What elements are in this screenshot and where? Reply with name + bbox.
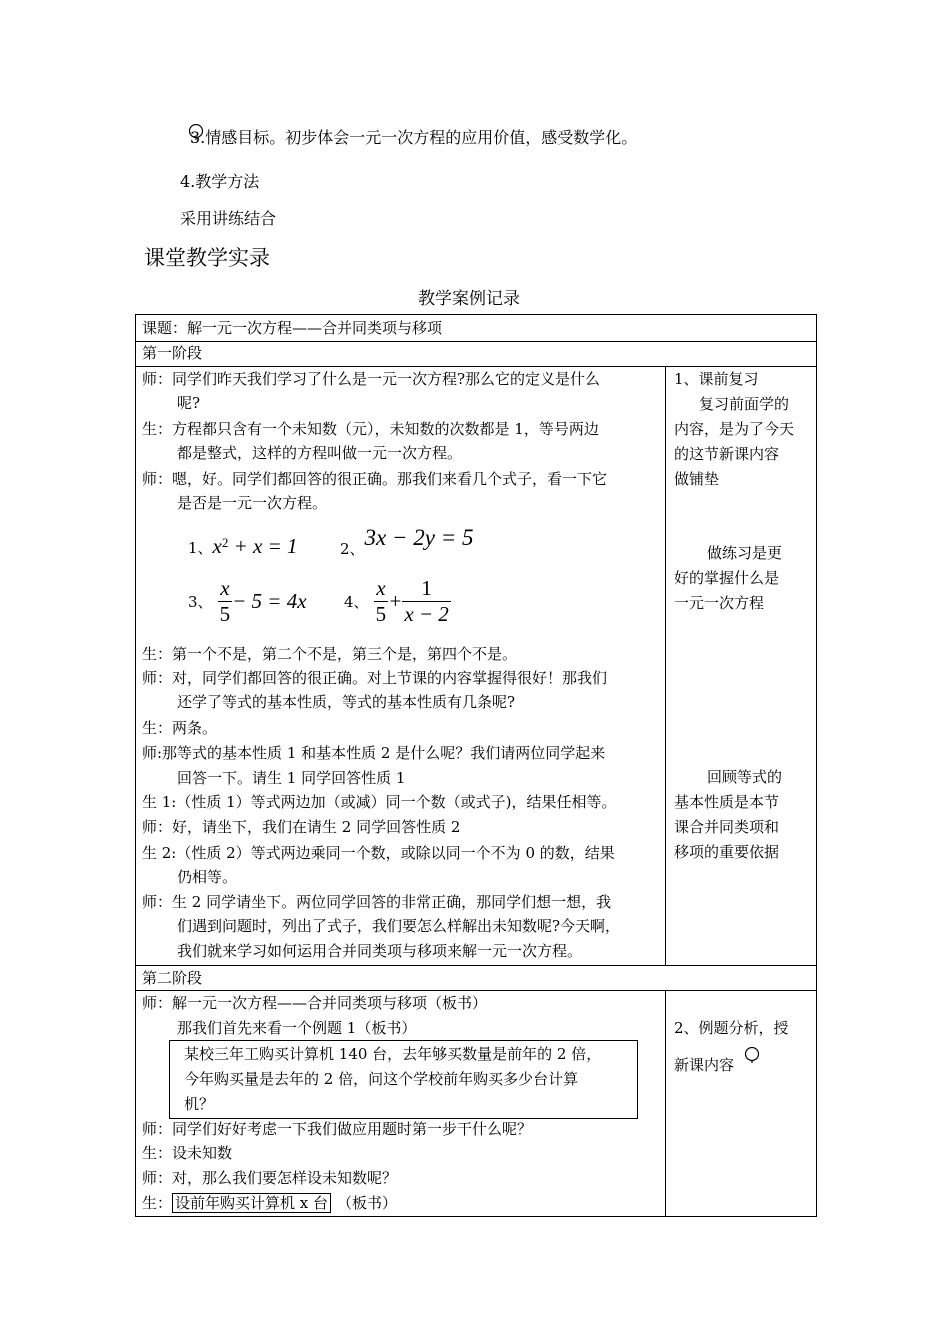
dialogue-line: 生：两条。 [142, 719, 218, 737]
dialogue-line: 生 1:（性质 1）等式两边加（或减）同一个数（或式子)，结果任相等。 [142, 793, 617, 811]
note-review-title: 1、课前复习 [674, 370, 759, 388]
dialogue-line: 师：同学们好好考虑一下我们做应用题时第一步干什么呢？ [142, 1120, 533, 1138]
example-problem-box [169, 1040, 638, 1119]
note-line: 做练习是更 [707, 544, 783, 562]
table-caption: 教学案例记录 [418, 289, 520, 309]
dialogue-line: 们遇到问题时，列出了式子，我们要怎么样解出未知数呢?今天啊， [177, 917, 621, 935]
stage-one-label: 第一阶段 [142, 344, 203, 362]
note-line: 回顾等式的 [707, 768, 783, 786]
equation-label: 4、 [344, 593, 369, 611]
example-line: 机？ [184, 1095, 215, 1113]
equation-label: 1、 [188, 539, 213, 557]
dialogue-line: 师：对，同学们都回答的很正确。对上节课的内容掌握得很好！那我们 [142, 669, 608, 687]
dialogue-line: 生：设未知数 [142, 1144, 233, 1162]
dialogue-line: 都是整式，这样的方程叫做一元一次方程。 [177, 444, 463, 462]
dialogue-line: 生 2:（性质 2）等式两边乘同一个数，或除以同一个不为 0 的数，结果 [142, 844, 615, 862]
note-line: 的这节新课内容 [674, 445, 780, 463]
method-heading: 4.教学方法 [180, 172, 260, 191]
note-line: 做铺垫 [674, 470, 720, 488]
note-line: 一元一次方程 [674, 594, 765, 612]
example-line: 今年购买量是去年的 2 倍，问这个学校前年购买多少台计算 [184, 1070, 579, 1088]
equation-3: 3、 $\frac{x}{5}$ − 5 = 4x [188, 576, 307, 626]
note-line: 复习前面学的 [699, 395, 790, 413]
note-line: 好的掌握什么是 [674, 569, 780, 587]
dialogue-line: 师：好，请坐下，我们在请生 2 同学回答性质 2 [142, 818, 461, 836]
dialogue-line: 师：对，那么我们要怎样设未知数呢？ [142, 1169, 398, 1187]
dialogue-line: 那我们首先来看一个例题 1（板书） [177, 1019, 417, 1037]
lesson-topic: 课题：解一元一次方程——合并同类项与移项 [142, 319, 443, 337]
method-text: 采用讲练结合 [180, 209, 277, 228]
equation-label: 3、 [188, 593, 213, 611]
note-line: 2、例题分析，授 [674, 1019, 789, 1037]
dialogue-line: 是否是一元一次方程。 [177, 494, 328, 512]
dialogue-line: 还学了等式的基本性质，等式的基本性质有几条呢? [177, 693, 516, 711]
dialogue-line: 生：方程都只含有一个未知数（元），未知数的次数都是 1，等号两边 [142, 420, 599, 438]
equation-1: 1、$x^2 + x = 1$ [188, 534, 298, 558]
note-line: 移项的重要依据 [674, 843, 780, 861]
equation-2: 2、3x − 2y = 5 [340, 525, 474, 558]
dialogue-line: 回答一下。请生 1 同学回答性质 1 [177, 769, 406, 787]
note-line: 内容，是为了今天 [674, 420, 795, 438]
equation-label: 2、 [340, 540, 365, 558]
dialogue-line: 师：同学们昨天我们学习了什么是一元一次方程?那么它的定义是什么 [142, 370, 601, 388]
note-line: 基本性质是本节 [674, 793, 780, 811]
dialogue-line: 师：嗯，好。同学们都回答的很正确。那我们来看几个式子，看一下它 [142, 470, 608, 488]
dialogue-line: 生：第一个不是，第二个不是，第三个是，第四个不是。 [142, 645, 518, 663]
example-line: 某校三年工购买计算机 140 台，去年够买数量是前年的 2 倍， [184, 1045, 602, 1063]
dialogue-line: 我们就来学习如何运用合并同类项与移项来解一元一次方程。 [177, 942, 583, 960]
dialogue-line: 师：生 2 同学请坐下。两位同学回答的非常正确，那同学们想一想，我 [142, 893, 612, 911]
dialogue-line: 仍相等。 [177, 868, 238, 886]
affective-goal: 3.情感目标。初步体会一元一次方程的应用价值，感受数学化。 [190, 128, 638, 147]
unknown-definition-box: 设前年购买计算机 x 台 [172, 1193, 331, 1213]
dialogue-line-last: 生： 设前年购买计算机 x 台 （板书） [142, 1194, 398, 1212]
section-title: 课堂教学实录 [144, 246, 270, 270]
dialogue-line: 师：解一元一次方程——合并同类项与移项（板书） [142, 994, 488, 1012]
note-line: 课合并同类项和 [674, 818, 780, 836]
comment-marker-icon [744, 1047, 760, 1063]
dialogue-line: 呢? [177, 394, 201, 412]
stage-two-label: 第二阶段 [142, 969, 203, 987]
dialogue-line: 师:那等式的基本性质 1 和基本性质 2 是什么呢？我们请两位同学起来 [142, 744, 606, 762]
equation-4: 4、 $\frac{x}{5}$ + $\frac{1}{x - 2}$ [344, 576, 449, 626]
note-line: 新课内容 [674, 1056, 735, 1074]
